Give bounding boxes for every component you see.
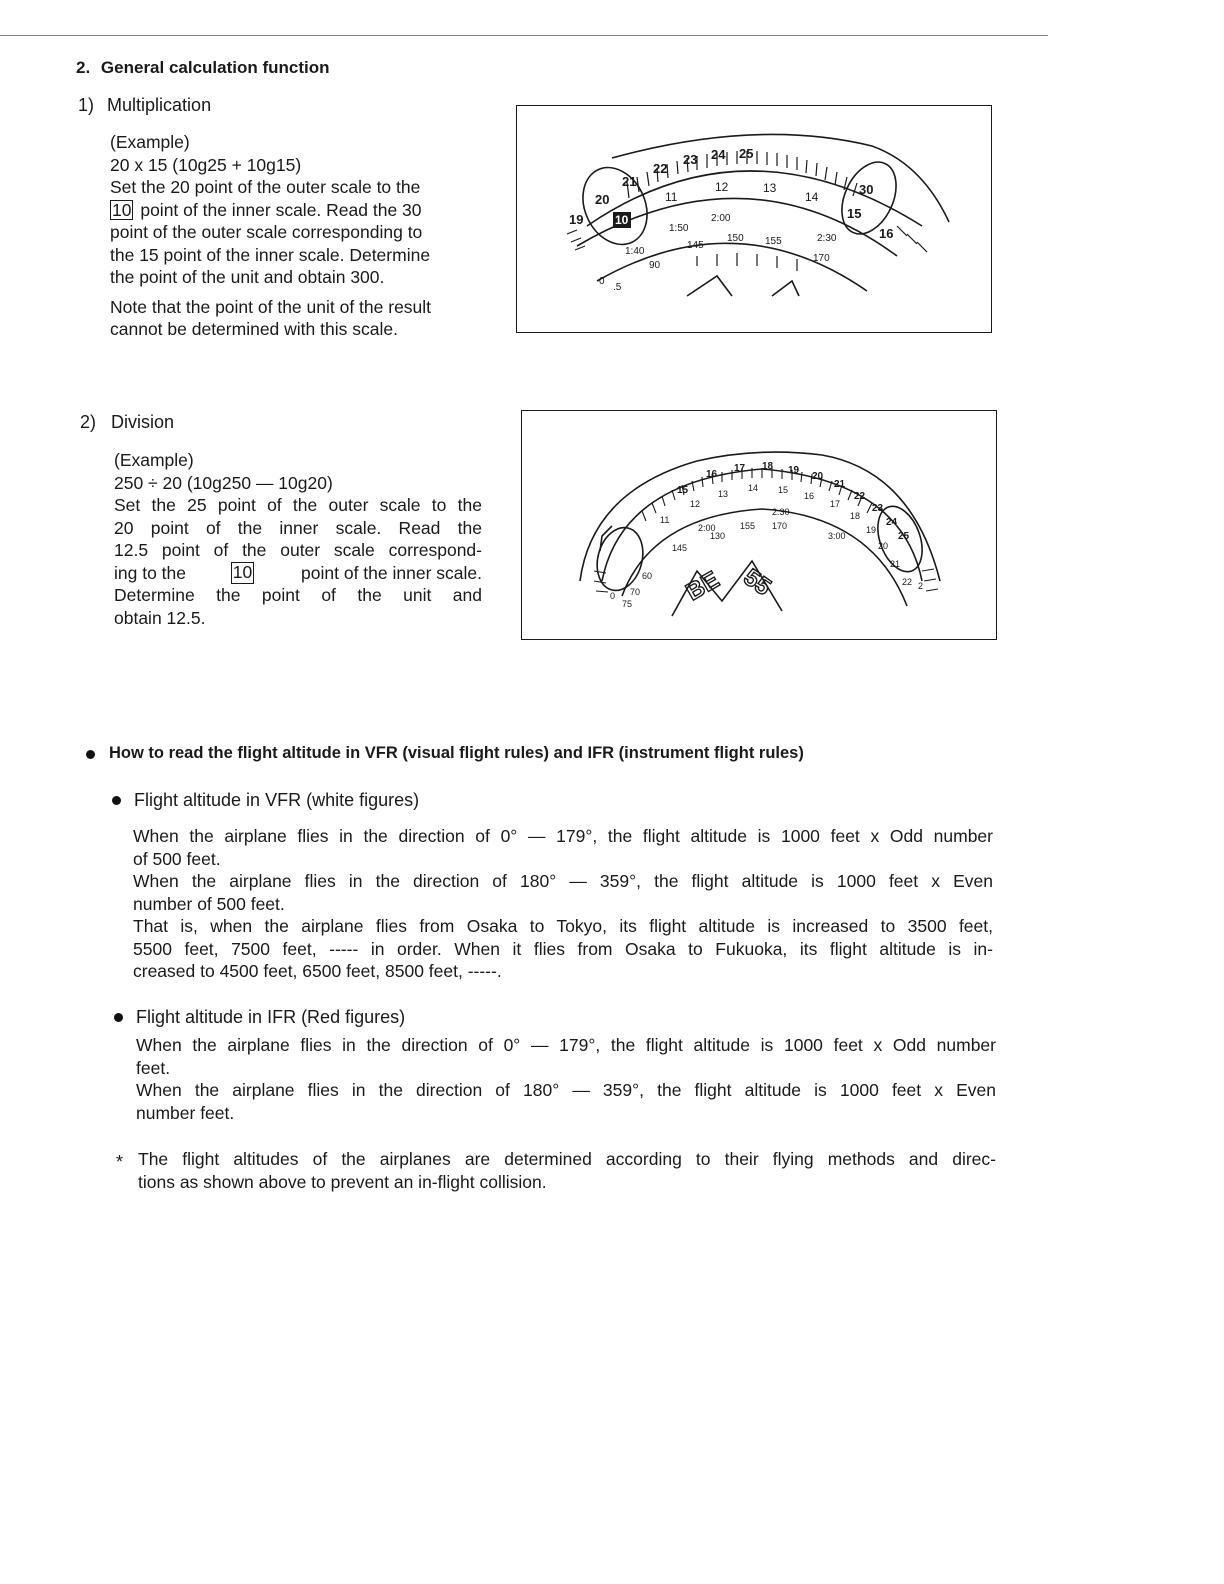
outer-label: 23 — [872, 503, 884, 514]
vfr-line6: 5500 feet, 7500 feet, ----- in order. When it flies from Osaka to Fukuoka, its flight altitude is in- — [133, 938, 993, 959]
division-body — [114, 449, 482, 629]
note-marker: * — [116, 1152, 124, 1172]
outer-label: 16 — [879, 226, 894, 241]
section-number: 2. — [76, 58, 91, 77]
figure-division-scale — [521, 410, 997, 640]
vfr-line7: creased to 4500 feet, 6500 feet, 8500 feet, -----. — [133, 961, 502, 981]
division-line4-pre: ing to the — [114, 562, 186, 583]
outer-label: 20 — [595, 192, 610, 207]
section-heading — [76, 58, 330, 78]
speed-label: 155 — [765, 236, 782, 247]
bullet-icon — [112, 796, 121, 805]
multiplication-title: Multiplication — [107, 95, 212, 115]
outer-label: 21 — [834, 479, 846, 490]
outer-label: 22 — [653, 161, 668, 176]
multiplication-text-line2: point of the inner scale. Read the 30 — [140, 199, 422, 220]
speed-label: 60 — [642, 571, 653, 581]
multiplication-text-line4: the 15 point of the inner scale. Determine — [110, 244, 431, 265]
division-line4-post: point of the inner scale. — [301, 562, 482, 583]
outer-label: 24 — [886, 517, 898, 528]
time-label: 2:00 — [711, 213, 731, 224]
display-frame-2 — [772, 281, 799, 296]
multiplication-number: 1) — [78, 95, 95, 115]
ifr-line4: number feet. — [136, 1102, 235, 1123]
ifr-line3: When the airplane flies in the direction of 180° — 359°, the flight altitude is 1000 feet x Even — [136, 1080, 996, 1100]
boxed-number-10: 10 — [112, 199, 132, 220]
bullet-icon — [86, 750, 95, 759]
ifr-line2: feet. — [136, 1057, 171, 1078]
ifr-line1: When the airplane flies in the direction of 0° — 179°, the flight altitude is 1000 feet x Odd number — [136, 1035, 996, 1055]
outer-label: 25 — [739, 146, 754, 161]
speed-label: 170 — [772, 521, 788, 531]
vfr-body — [133, 825, 993, 983]
outer-label: 17 — [734, 463, 746, 474]
vfr-line2: of 500 feet. — [133, 848, 221, 869]
misc-label: 0 — [610, 591, 616, 601]
time-label: 2:00 — [698, 523, 716, 533]
division-heading — [80, 411, 174, 434]
bullet-icon — [114, 1013, 123, 1022]
inner-label: 11 — [660, 515, 670, 525]
division-title: Division — [111, 412, 175, 432]
multiplication-note-line2: cannot be determined with this scale. — [110, 319, 398, 339]
altitude-heading: How to read the flight altitude in VFR (visual flight rules) and IFR (instrument flight rules) — [109, 744, 804, 762]
vfr-line3: When the airplane flies in the direction of 180° — 359°, the flight altitude is 1000 feet x Even — [133, 871, 993, 891]
inner-label: 12 — [715, 180, 729, 194]
outer-label: 30 — [859, 182, 874, 197]
misc-label: 0 — [599, 276, 605, 287]
outer-label: 22 — [854, 491, 866, 502]
inner-label: 19 — [866, 525, 877, 535]
inner-label: 15 — [778, 485, 789, 495]
division-line2: 20 point of the inner scale. Read the — [114, 517, 482, 538]
display-label: BE — [681, 566, 724, 607]
speed-label: 145 — [672, 543, 688, 553]
speed-label: 90 — [649, 260, 661, 271]
inner-label: 18 — [850, 511, 861, 521]
ifr-body — [136, 1034, 996, 1124]
outer-label: 21 — [622, 174, 637, 189]
inner-label: 22 — [902, 577, 913, 587]
division-example-label: (Example) — [114, 450, 194, 470]
speed-label: 155 — [740, 521, 756, 531]
top-rule — [0, 35, 1048, 36]
inner-label: 11 — [665, 190, 678, 204]
division-line3: 12.5 point of the outer scale correspond- — [114, 540, 482, 560]
vfr-title: Flight altitude in VFR (white figures) — [134, 790, 420, 810]
division-line1: Set the 25 point of the outer scale to the — [114, 495, 482, 515]
ifr-title: Flight altitude in IFR (Red figures) — [136, 1007, 406, 1027]
outer-label: 25 — [898, 531, 910, 542]
note-line1: The flight altitudes of the airplanes are determined according to their flying methods and direc- — [138, 1149, 996, 1169]
boxed-number-10: 10 — [231, 562, 254, 585]
inner-label: 21 — [890, 559, 901, 569]
figure-multiplication-scale — [516, 105, 992, 333]
vfr-line4: number of 500 feet. — [133, 893, 285, 914]
outer-label: 19 — [569, 212, 584, 227]
speed-label: 150 — [727, 233, 744, 244]
outer-label: 19 — [788, 465, 800, 476]
outer-label: 23 — [683, 152, 698, 167]
outer-label: 15 — [847, 206, 862, 221]
multiplication-example-label: (Example) — [110, 132, 190, 152]
misc-label: 2 — [918, 581, 924, 591]
vfr-line1: When the airplane flies in the direction of 0° — 179°, the flight altitude is 1000 feet x Odd number — [133, 826, 993, 846]
scale-drawing — [517, 106, 991, 332]
inner-label: 13 — [763, 181, 777, 195]
inner-label: 14 — [748, 483, 759, 493]
time-label: 2:30 — [772, 507, 790, 517]
division-formula: 250 ÷ 20 (10g250 — 10g20) — [114, 472, 333, 493]
inner-label: 17 — [830, 499, 841, 509]
inner-label: 13 — [718, 489, 729, 499]
division-line6: obtain 12.5. — [114, 607, 206, 628]
multiplication-heading — [78, 94, 211, 117]
multiplication-body — [110, 131, 490, 341]
multiplication-note-line1: Note that the point of the unit of the result — [110, 296, 432, 317]
time-label: 2:30 — [817, 233, 837, 244]
display-label: 55 — [738, 563, 776, 602]
speed-label: 170 — [813, 253, 830, 264]
highlight-circle-20 — [571, 157, 659, 255]
time-label: 1:50 — [669, 223, 689, 234]
outer-label: 15 — [677, 485, 689, 496]
multiplication-formula: 20 x 15 (10g25 + 10g15) — [110, 154, 302, 175]
outer-label: 16 — [706, 469, 718, 480]
multiplication-text-line5: the point of the unit and obtain 300. — [110, 267, 385, 287]
division-number: 2) — [80, 412, 97, 432]
vfr-line5: That is, when the airplane flies from Osaka to Tokyo, its flight altitude is increased to 3500 feet, — [133, 916, 993, 936]
inner-label: 10 — [615, 213, 629, 227]
time-label: 1:40 — [625, 246, 645, 257]
inner-label: 16 — [804, 491, 815, 501]
speed-label: 75 — [622, 599, 633, 609]
outer-label: 18 — [762, 461, 774, 472]
scale-drawing — [522, 411, 996, 639]
highlight-circle-10 — [590, 522, 649, 595]
multiplication-text-line3: point of the outer scale corresponding to — [110, 222, 423, 242]
note-body — [138, 1148, 996, 1193]
inner-label: 12 — [690, 499, 701, 509]
display-frame — [687, 276, 732, 296]
inner-label: 20 — [878, 541, 889, 551]
multiplication-text-line1: Set the 20 point of the outer scale to the — [110, 177, 421, 197]
inner-label: 14 — [805, 190, 819, 204]
speed-label: 70 — [630, 587, 641, 597]
note-line2: tions as shown above to prevent an in-flight collision. — [138, 1171, 547, 1192]
time-label: 3:00 — [828, 531, 846, 541]
misc-label: .5 — [613, 282, 622, 293]
speed-label: 145 — [687, 240, 704, 251]
speed-label: 130 — [710, 531, 726, 541]
tick-marks — [567, 151, 927, 271]
outer-label: 24 — [711, 147, 726, 162]
outer-label: 20 — [812, 471, 824, 482]
division-line5: Determine the point of the unit and — [114, 585, 482, 605]
section-title: General calculation function — [100, 58, 330, 77]
